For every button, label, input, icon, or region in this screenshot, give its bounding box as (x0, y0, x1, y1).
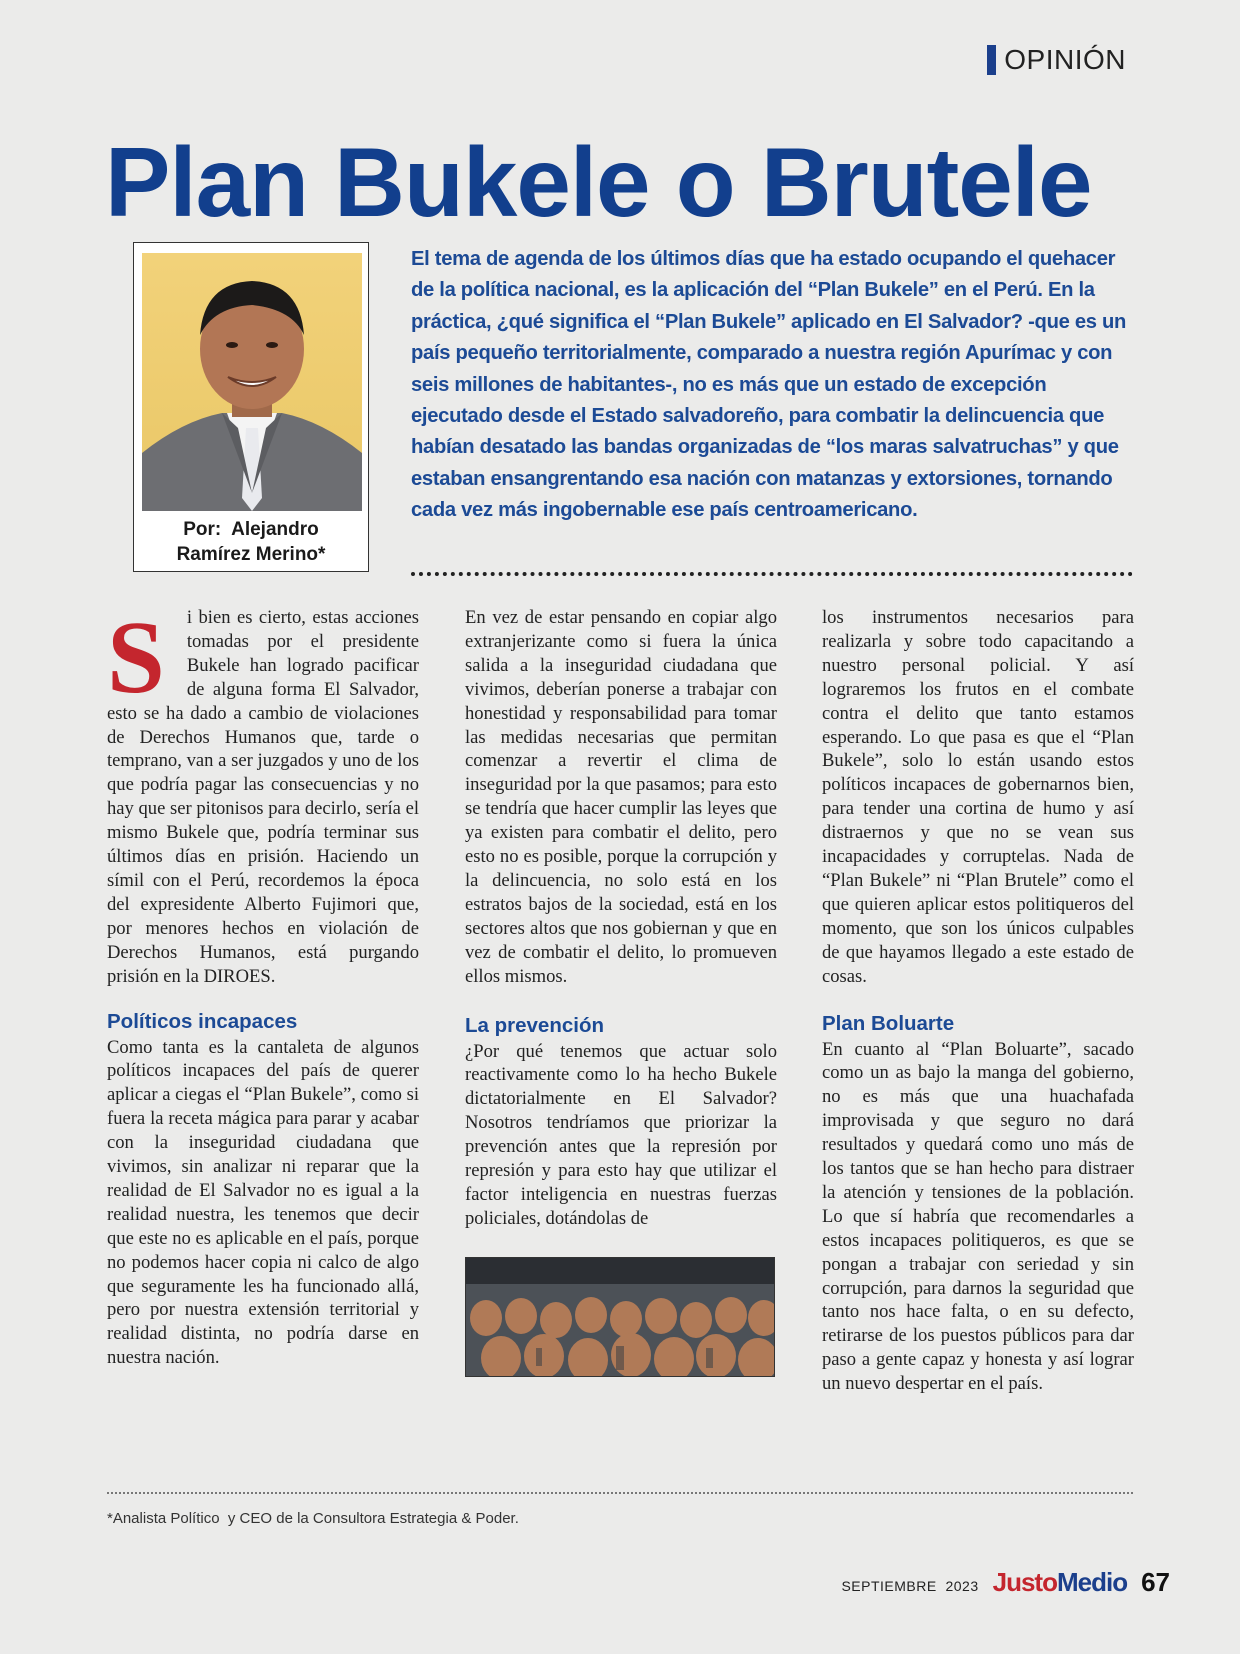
bottom-divider (107, 1492, 1133, 1494)
subheading: Plan Boluarte (822, 1011, 955, 1035)
body-paragraph: i bien es cierto, estas acciones tomadas por el presidente Bukele han logrado pacificar de alguna forma El Salvador, esto se ha dado a cambio de violaciones de Derechos Humanos que, tarde o temprano, van a ser juzgados y uno de los que podría pagar las consecuencias y no hay que ser pitonisos para decirlo, sería el mismo Bukele que, podría terminar sus últimos días en prisión. Haciendo un símil con el Perú, recordemos la época del expresidente Alberto Fujimori que, por menores hechos en violación de Derechos Humanos, está purgando prisión en la DIROES. (107, 607, 419, 987)
section-label: OPINIÓN (1004, 44, 1126, 75)
body-paragraph: En cuanto al “Plan Boluarte”, sacado como un as bajo la manga del gobierno, no es más que una huachafada improvisada y que seguro no dará resultados y quedará como uno más de los tantos que se han hecho para distraer la atención y tensiones de la población. Lo que sí habría que recomendarles a estos incapaces politiqueros, es que se pongan a trabajar con seriedad y sin corrupción, para darnos la seguridad que tanto nos hace falta, o en su defecto, retirarse de los puestos públicos para dar paso a gente capaz y honesta y así lograr un nuevo despertar en el país. (822, 1038, 1134, 1395)
page-number: 67 (1141, 1567, 1170, 1597)
logo-part-2: Medio (1056, 1567, 1128, 1597)
issue-date: SEPTIEMBRE 2023 (841, 1578, 979, 1594)
subheading: Políticos incapaces (107, 1009, 298, 1033)
body-paragraph: Como tanta es la cantaleta de algunos políticos incapaces del país de querer aplicar a ciegas el “Plan Bukele”, como si fuera la receta mágica para parar y acabar con la inseguridad ciudadana que vivimos, sin analizar ni reparar que la realidad de El Salvador no es igual a la realidad nuestra, les tenemos que decir que este no es aplicable en el país, porque no podemos hacer copia ni calco de algo que seguramente les ha funcionado allá, pero por nuestra extensión territorial y realidad distinta, no podría darse en nuestra nación. (107, 1036, 419, 1369)
logo-part-1: Justo (992, 1567, 1057, 1597)
author-caption-line2: Ramírez Merino* (176, 544, 326, 565)
article-column-2 (465, 606, 777, 1377)
section-tag (987, 44, 1126, 76)
lead-paragraph: El tema de agenda de los últimos días que ha estado ocupando el quehacer de la política nacional, es la aplicación del “Plan Bukele” en el Perú. En la práctica, ¿qué significa el “Plan Bukele” aplicado en El Salvador? -que es un país pequeño territorialmente, comparado a nuestra región Apurímac y con seis millones de habitantes-, no es más que un estado de excepción ejecutado desde el Estado salvadoreño, para combatir la delincuencia que habían desatado las bandas organizadas de “los maras salvatruchas” y que estaban ensangrentando esa nación con matanzas y extorsiones, tornando cada vez más ingobernable ese país centroamericano. (411, 248, 1127, 522)
author-caption (134, 517, 368, 567)
dotted-divider (411, 572, 1133, 576)
body-paragraph: En vez de estar pensando en copiar algo extranjerizante como si fuera la única salida a la inseguridad ciudadana que vivimos, deberían ponerse a trabajar con honestidad y responsabilidad para tomar las medidas necesarias que permitan comenzar a revertir el clima de inseguridad por la que pasamos; para esto se tendría que hacer cumplir las leyes que ya existen para combatir el delito, pero esto no es posible, porque la corrupción y la delincuencia, no solo está en los estratos bajos de la sociedad, está en los sectores altos que nos gobiernan y que en vez de combatir el delito, lo promueven ellos mismos. (465, 607, 777, 987)
page-title: Plan Bukele o Brutele (105, 127, 1092, 237)
section-bar (987, 45, 996, 75)
body-paragraph: los instrumentos necesarios para realizarla y sobre todo capacitando a nuestro personal policial. Y así lograremos los frutos en el combate contra el delito que tanto estamos esperando. Lo que pasa es que el “Plan Bukele”, solo lo están usando estos políticos incapaces de gobernarnos bien, para tender una cortina de humo y así distraernos y que no se vean sus incapacidades y corruptelas. Nada de “Plan Bukele” ni “Plan Brutele” como el que quieren aplicar estos politiqueros del momento, que son los únicos culpables de que hayamos llegado a este estado de cosas. (822, 607, 1134, 987)
article-column-3 (822, 606, 1134, 1396)
footnote: *Analista Político y CEO de la Consultora Estrategia & Poder. (107, 1510, 519, 1527)
magazine-logo (993, 1567, 1127, 1598)
article-column-1 (107, 600, 419, 1370)
author-box (133, 242, 369, 572)
prison-photo (465, 1257, 775, 1377)
body-paragraph: ¿Por qué tenemos que actuar solo reactivamente como lo ha hecho Bukele dictatorialmente en El Salvador? Nosotros tendríamos que priorizar la prevención antes que la represión por represión y para esto hay que utilizar el factor inteligencia en nuestras fuerzas policiales, dotándolas de (465, 1040, 777, 1229)
author-caption-line1: Por: Alejandro (183, 519, 319, 540)
drop-cap: S (107, 600, 165, 715)
subheading: La prevención (465, 1013, 604, 1037)
author-photo (142, 253, 362, 511)
page-footer (841, 1567, 1170, 1598)
